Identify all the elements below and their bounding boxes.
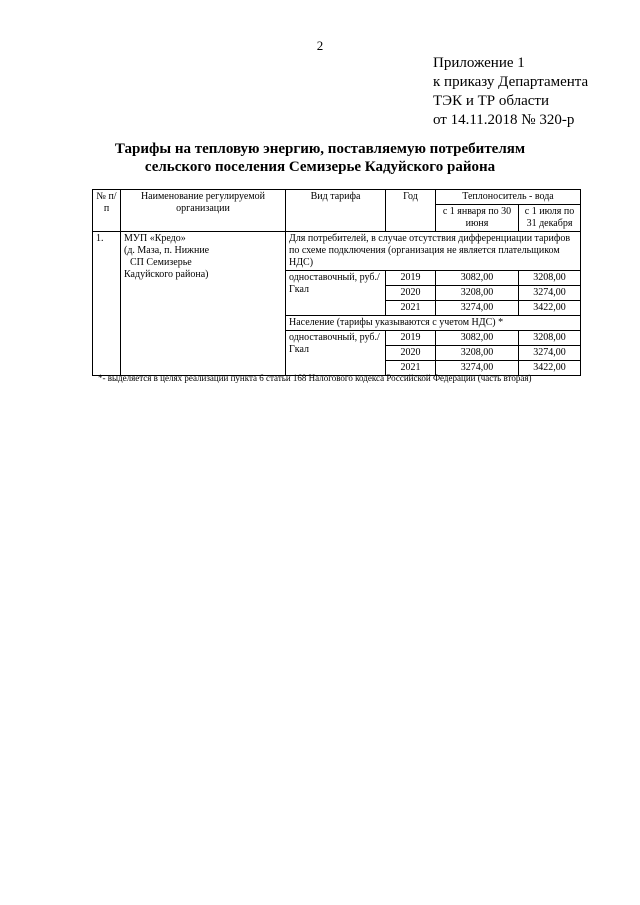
year-cell: 2019 <box>386 331 436 346</box>
appendix-block <box>433 54 588 130</box>
value-cell: 3422,00 <box>519 361 581 376</box>
value-cell: 3274,00 <box>436 301 519 316</box>
org-line-4: Кадуйского района) <box>124 269 209 280</box>
appendix-line-1: Приложение 1 <box>433 55 525 71</box>
year-cell: 2020 <box>386 286 436 301</box>
year-cell: 2021 <box>386 301 436 316</box>
org-line-2: (д. Маза, п. Нижние <box>124 245 210 256</box>
value-cell: 3208,00 <box>519 271 581 286</box>
group2-title: Население (тарифы указываются с учетом НДС) * <box>286 316 581 331</box>
header-row <box>93 190 581 205</box>
appendix-line-2: к приказу Департамента <box>433 74 589 90</box>
table-row <box>93 232 581 271</box>
header-period-2: с 1 июля по 31 декабря <box>519 205 581 232</box>
footnote: *- выделяется в целях реализации пункта 6 статьи 168 Налогового кодекса Российской Федерации (часть вторая) <box>98 373 532 383</box>
value-cell: 3082,00 <box>436 271 519 286</box>
header-carrier: Теплоноситель - вода <box>436 190 581 205</box>
row-num: 1. <box>93 232 121 376</box>
page-number: 2 <box>316 38 324 53</box>
year-cell: 2021 <box>386 361 436 376</box>
group1-tariff-type: одноставочный, руб./Гкал <box>286 271 386 316</box>
value-cell: 3208,00 <box>436 346 519 361</box>
org-line-1: МУП «Кредо» <box>124 233 186 244</box>
tariffs-table <box>92 189 581 376</box>
header-type: Вид тарифа <box>286 190 386 232</box>
value-cell: 3208,00 <box>436 286 519 301</box>
header-org: Наименование регулируемой организации <box>121 190 286 232</box>
appendix-line-3: ТЭК и ТР области <box>433 93 549 109</box>
value-cell: 3274,00 <box>436 361 519 376</box>
header-num: № п/п <box>93 190 121 232</box>
appendix-line-4: от 14.11.2018 № 320-р <box>433 112 575 128</box>
group2-tariff-type: одноставочный, руб./Гкал <box>286 331 386 376</box>
title-line-2: сельского поселения Семизерье Кадуйского района <box>144 159 496 175</box>
value-cell: 3274,00 <box>519 346 581 361</box>
value-cell: 3082,00 <box>436 331 519 346</box>
header-period-1: с 1 января по 30 июня <box>436 205 519 232</box>
group1-title: Для потребителей, в случае отсутствия дифференциации тарифов по схеме подключения (организация не является плательщиком НДС) <box>286 232 581 271</box>
document-title <box>60 140 580 176</box>
value-cell: 3422,00 <box>519 301 581 316</box>
row-org <box>121 232 286 376</box>
year-cell: 2020 <box>386 346 436 361</box>
year-cell: 2019 <box>386 271 436 286</box>
value-cell: 3208,00 <box>519 331 581 346</box>
header-year: Год <box>386 190 436 232</box>
title-line-1: Тарифы на тепловую энергию, поставляемую потребителям <box>114 141 526 157</box>
org-line-3: СП Семизерье <box>130 257 192 268</box>
value-cell: 3274,00 <box>519 286 581 301</box>
